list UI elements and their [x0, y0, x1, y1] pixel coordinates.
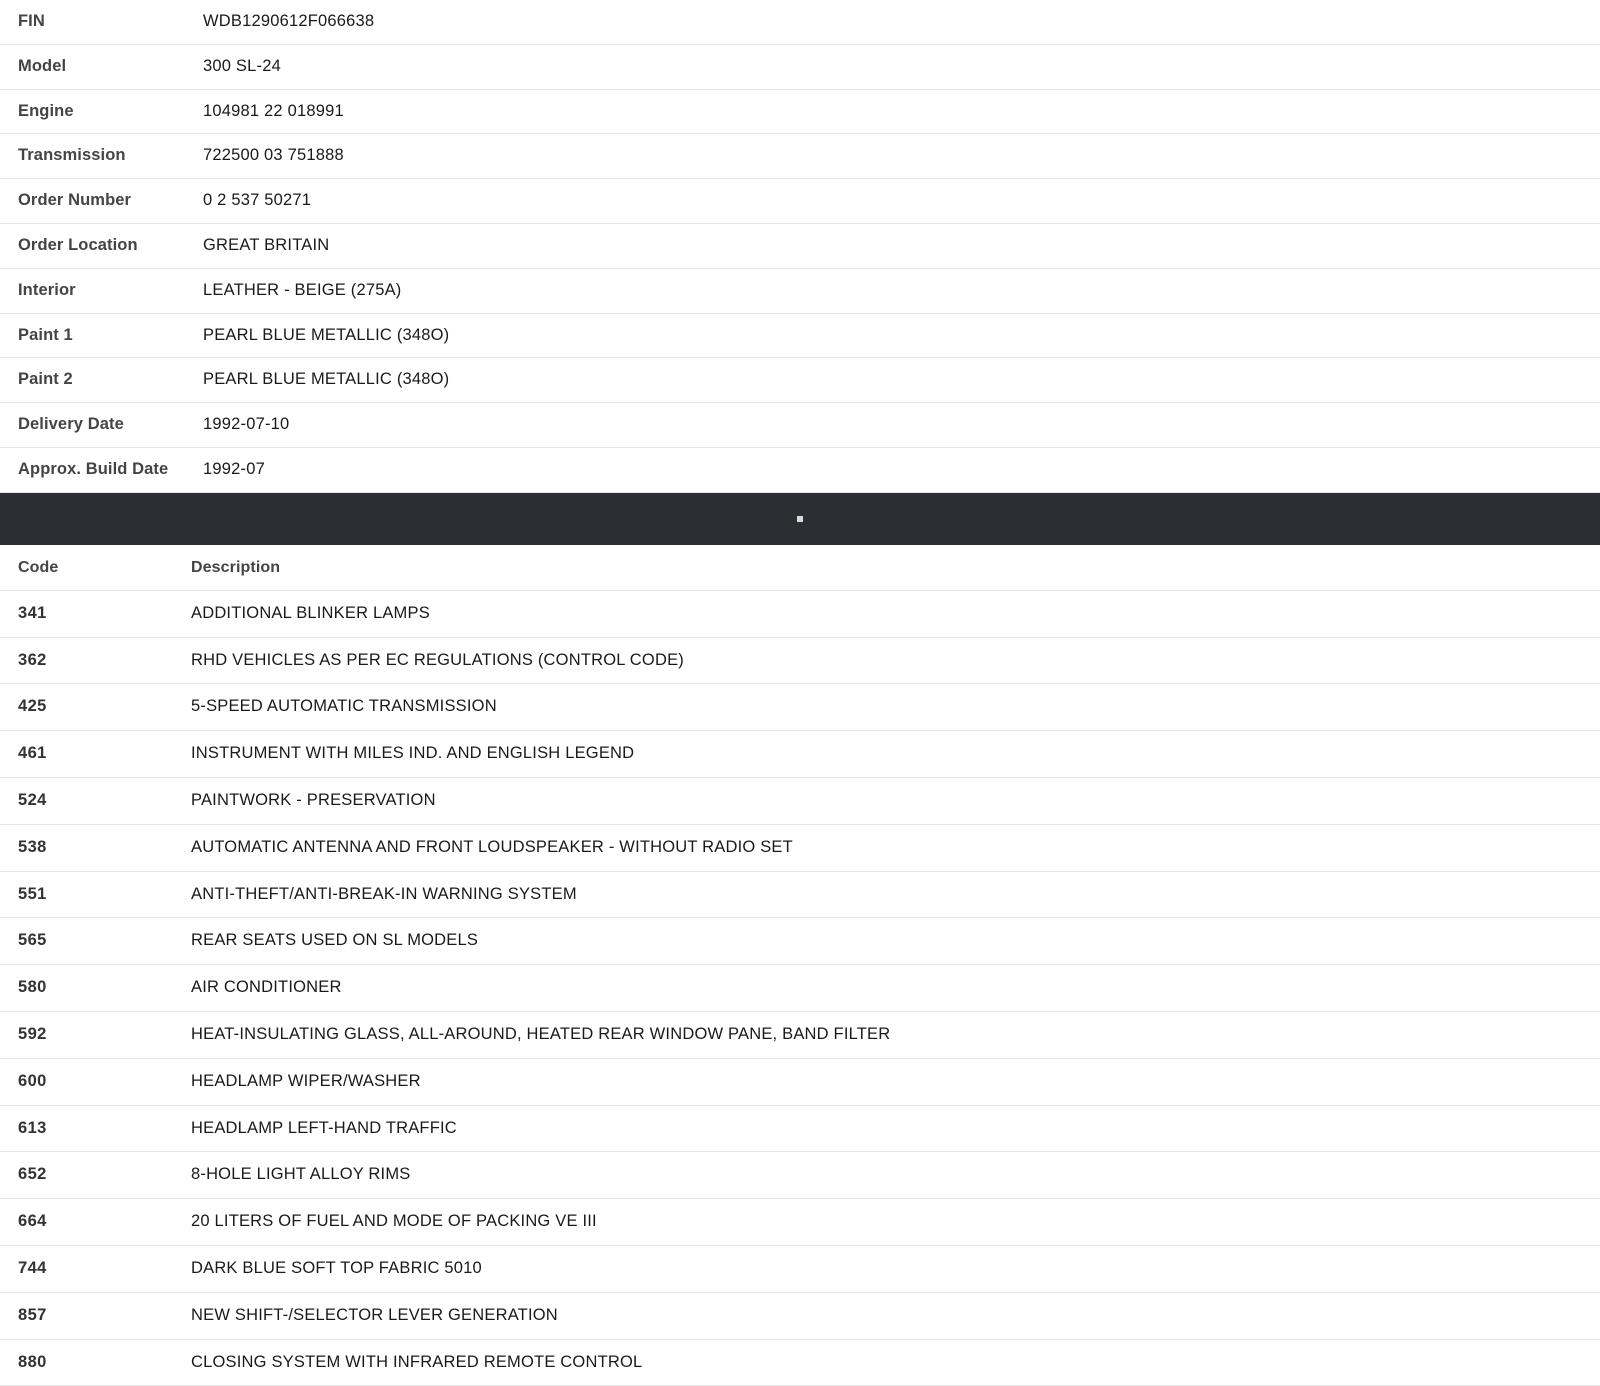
- divider-mark-icon: [797, 516, 803, 522]
- spec-value: PEARL BLUE METALLIC (348O): [203, 370, 450, 389]
- description-cell: CLOSING SYSTEM WITH INFRARED REMOTE CONTROL: [191, 1352, 643, 1371]
- column-header-description: Description: [191, 558, 281, 576]
- spec-label: Order Location: [18, 235, 138, 254]
- spec-value: 300 SL-24: [203, 56, 281, 75]
- code-cell: 857: [18, 1305, 47, 1324]
- spec-value: 0 2 537 50271: [203, 191, 312, 210]
- vehicle-spec-table: [0, 0, 1600, 493]
- spec-label: FIN: [18, 12, 45, 30]
- code-cell: 592: [18, 1024, 47, 1043]
- code-cell: 652: [18, 1165, 47, 1184]
- spec-value: 722500 03 751888: [203, 146, 344, 165]
- column-header-code: Code: [18, 558, 59, 576]
- spec-value: 1992-07: [203, 459, 265, 478]
- option-codes-body: [0, 590, 1600, 1386]
- spec-label: Model: [18, 56, 67, 75]
- code-cell: 580: [18, 978, 47, 997]
- option-codes-table: [0, 545, 1600, 1386]
- table-row: [0, 447, 1600, 492]
- table-row: [0, 824, 1600, 871]
- table-row: [0, 731, 1600, 778]
- code-cell: 600: [18, 1071, 47, 1090]
- table-row: [0, 223, 1600, 268]
- table-row: [0, 179, 1600, 224]
- description-cell: 20 LITERS OF FUEL AND MODE OF PACKING VE III: [191, 1212, 597, 1231]
- code-cell: 613: [18, 1118, 47, 1137]
- description-cell: INSTRUMENT WITH MILES IND. AND ENGLISH LEGEND: [191, 744, 635, 763]
- spec-value: LEATHER - BEIGE (275A): [203, 280, 402, 299]
- description-cell: AUTOMATIC ANTENNA AND FRONT LOUDSPEAKER - WITHOUT RADIO SET: [191, 837, 793, 856]
- description-cell: 8-HOLE LIGHT ALLOY RIMS: [191, 1165, 411, 1184]
- code-cell: 362: [18, 650, 47, 669]
- description-cell: NEW SHIFT-/SELECTOR LEVER GENERATION: [191, 1305, 558, 1324]
- spec-label: Order Number: [18, 191, 132, 210]
- spec-label: Approx. Build Date: [18, 459, 169, 478]
- code-cell: 538: [18, 837, 47, 856]
- table-row: [0, 637, 1600, 684]
- table-row: [0, 268, 1600, 313]
- description-cell: REAR SEATS USED ON SL MODELS: [191, 931, 479, 950]
- table-header-row: [0, 545, 1600, 591]
- spec-label: Transmission: [18, 146, 126, 165]
- table-row: [0, 1292, 1600, 1339]
- spec-label: Engine: [18, 101, 74, 120]
- table-row: [0, 777, 1600, 824]
- section-divider-band: [0, 493, 1600, 545]
- spec-value: PEARL BLUE METALLIC (348O): [203, 325, 450, 344]
- code-cell: 551: [18, 884, 47, 903]
- table-row: [0, 1105, 1600, 1152]
- table-row: [0, 965, 1600, 1012]
- description-cell: DARK BLUE SOFT TOP FABRIC 5010: [191, 1258, 482, 1277]
- table-row: [0, 1199, 1600, 1246]
- spec-value: GREAT BRITAIN: [203, 235, 330, 254]
- code-cell: 664: [18, 1212, 47, 1231]
- description-cell: HEADLAMP WIPER/WASHER: [191, 1071, 421, 1090]
- code-cell: 744: [18, 1258, 47, 1277]
- spec-label: Delivery Date: [18, 415, 124, 434]
- code-cell: 341: [18, 603, 47, 622]
- code-cell: 425: [18, 697, 47, 716]
- table-row: [0, 134, 1600, 179]
- description-cell: 5-SPEED AUTOMATIC TRANSMISSION: [191, 697, 497, 716]
- table-row: [0, 313, 1600, 358]
- table-row: [0, 44, 1600, 89]
- spec-label: Paint 1: [18, 325, 73, 344]
- description-cell: ADDITIONAL BLINKER LAMPS: [191, 603, 430, 622]
- table-row: [0, 918, 1600, 965]
- description-cell: PAINTWORK - PRESERVATION: [191, 790, 436, 809]
- table-row: [0, 590, 1600, 637]
- code-cell: 461: [18, 744, 47, 763]
- table-row: [0, 871, 1600, 918]
- table-row: [0, 1245, 1600, 1292]
- description-cell: HEAT-INSULATING GLASS, ALL-AROUND, HEATED REAR WINDOW PANE, BAND FILTER: [191, 1024, 891, 1043]
- vehicle-spec-body: [0, 0, 1600, 492]
- description-cell: AIR CONDITIONER: [191, 978, 342, 997]
- table-row: [0, 358, 1600, 403]
- table-row: [0, 684, 1600, 731]
- description-cell: RHD VEHICLES AS PER EC REGULATIONS (CONTROL CODE): [191, 650, 684, 669]
- description-cell: HEADLAMP LEFT-HAND TRAFFIC: [191, 1118, 457, 1137]
- table-row: [0, 1339, 1600, 1386]
- spec-label: Interior: [18, 280, 76, 299]
- code-cell: 565: [18, 931, 47, 950]
- spec-value: WDB1290612F066638: [203, 12, 375, 30]
- spec-label: Paint 2: [18, 370, 73, 389]
- table-row: [0, 1152, 1600, 1199]
- table-row: [0, 1011, 1600, 1058]
- code-cell: 880: [18, 1352, 47, 1371]
- table-row: [0, 0, 1600, 44]
- spec-value: 104981 22 018991: [203, 101, 344, 120]
- table-row: [0, 403, 1600, 448]
- description-cell: ANTI-THEFT/ANTI-BREAK-IN WARNING SYSTEM: [191, 884, 577, 903]
- spec-value: 1992-07-10: [203, 415, 290, 434]
- table-row: [0, 89, 1600, 134]
- option-codes-header: [0, 545, 1600, 591]
- table-row: [0, 1058, 1600, 1105]
- code-cell: 524: [18, 790, 47, 809]
